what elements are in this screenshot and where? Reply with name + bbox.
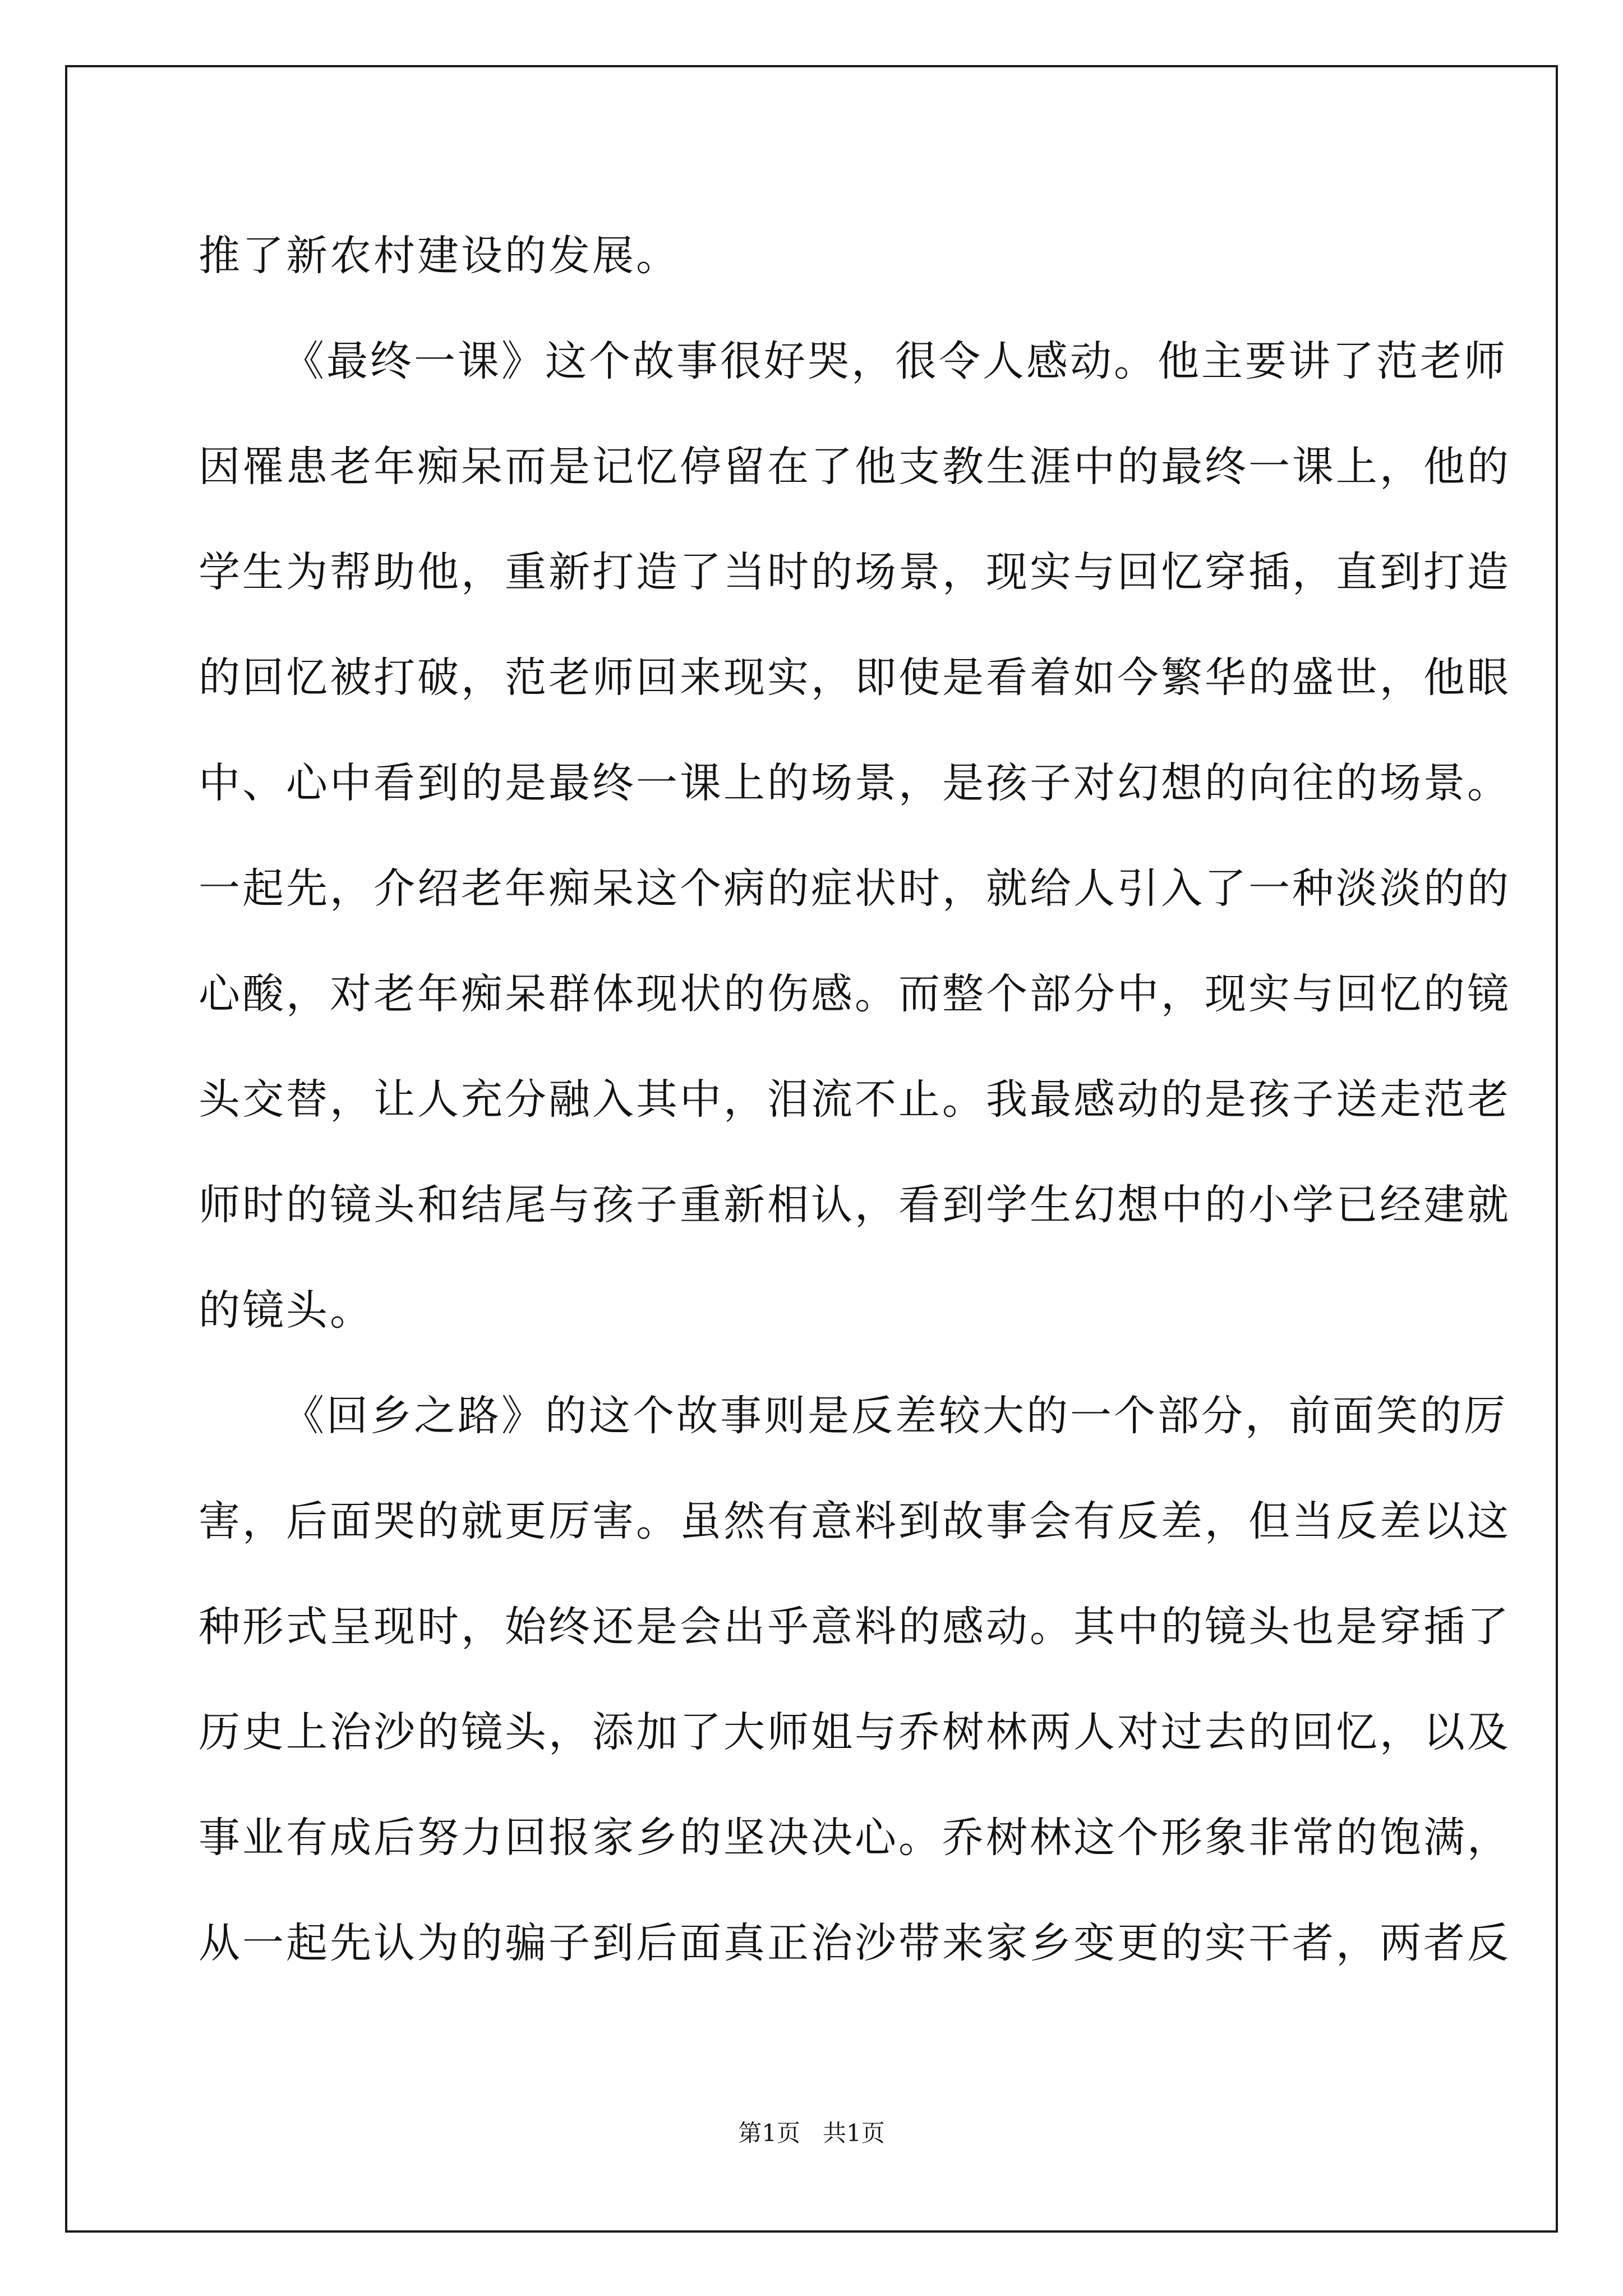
text-line: 《回乡之路》的这个故事则是反差较大的一个部分，前面笑的厉 — [283, 1392, 1507, 1440]
text-line: 一起先，介绍老年痴呆这个病的症状时，就给人引入了一种淡淡的的 — [199, 864, 1511, 913]
page-number-current: 第1页 — [738, 2119, 800, 2147]
document-body — [199, 203, 1511, 1996]
page-footer — [0, 2119, 1623, 2147]
text-line: 从一起先认为的骗子到后面真正治沙带来家乡变更的实干者，两者反 — [199, 1919, 1511, 1967]
text-line: 中、心中看到的是最终一课上的场景，是孩子对幻想的向往的场景。 — [199, 759, 1511, 807]
text-line: 《最终一课》这个故事很好哭，很令人感动。他主要讲了范老师 — [283, 337, 1507, 385]
text-line: 事业有成后努力回报家乡的坚决决心。乔树林这个形象非常的饱满， — [199, 1814, 1511, 1862]
text-line: 学生为帮助他，重新打造了当时的场景，现实与回忆穿插，直到打造 — [199, 548, 1511, 596]
text-line: 的镜头。 — [199, 1286, 374, 1335]
text-line: 历史上治沙的镜头，添加了大师姐与乔树林两人对过去的回忆，以及 — [199, 1708, 1511, 1756]
footer-gap — [800, 2119, 823, 2147]
text-line: 因罹患老年痴呆而是记忆停留在了他支教生涯中的最终一课上，他的 — [199, 443, 1511, 491]
text-line: 害，后面哭的就更厉害。虽然有意料到故事会有反差，但当反差以这 — [199, 1497, 1511, 1545]
text-line: 的回忆被打破，范老师回来现实，即使是看着如今繁华的盛世，他眼 — [199, 654, 1511, 702]
text-line: 种形式呈现时，始终还是会出乎意料的感动。其中的镜头也是穿插了 — [199, 1603, 1511, 1651]
page-number-total: 共1页 — [823, 2119, 885, 2147]
text-line: 头交替，让人充分融入其中，泪流不止。我最感动的是孩子送走范老 — [199, 1075, 1511, 1124]
text-line: 推了新农村建设的发展。 — [199, 232, 680, 280]
text-line: 师时的镜头和结尾与孩子重新相认，看到学生幻想中的小学已经建就 — [199, 1181, 1511, 1229]
text-line: 心酸，对老年痴呆群体现状的伤感。而整个部分中，现实与回忆的镜 — [199, 970, 1511, 1018]
